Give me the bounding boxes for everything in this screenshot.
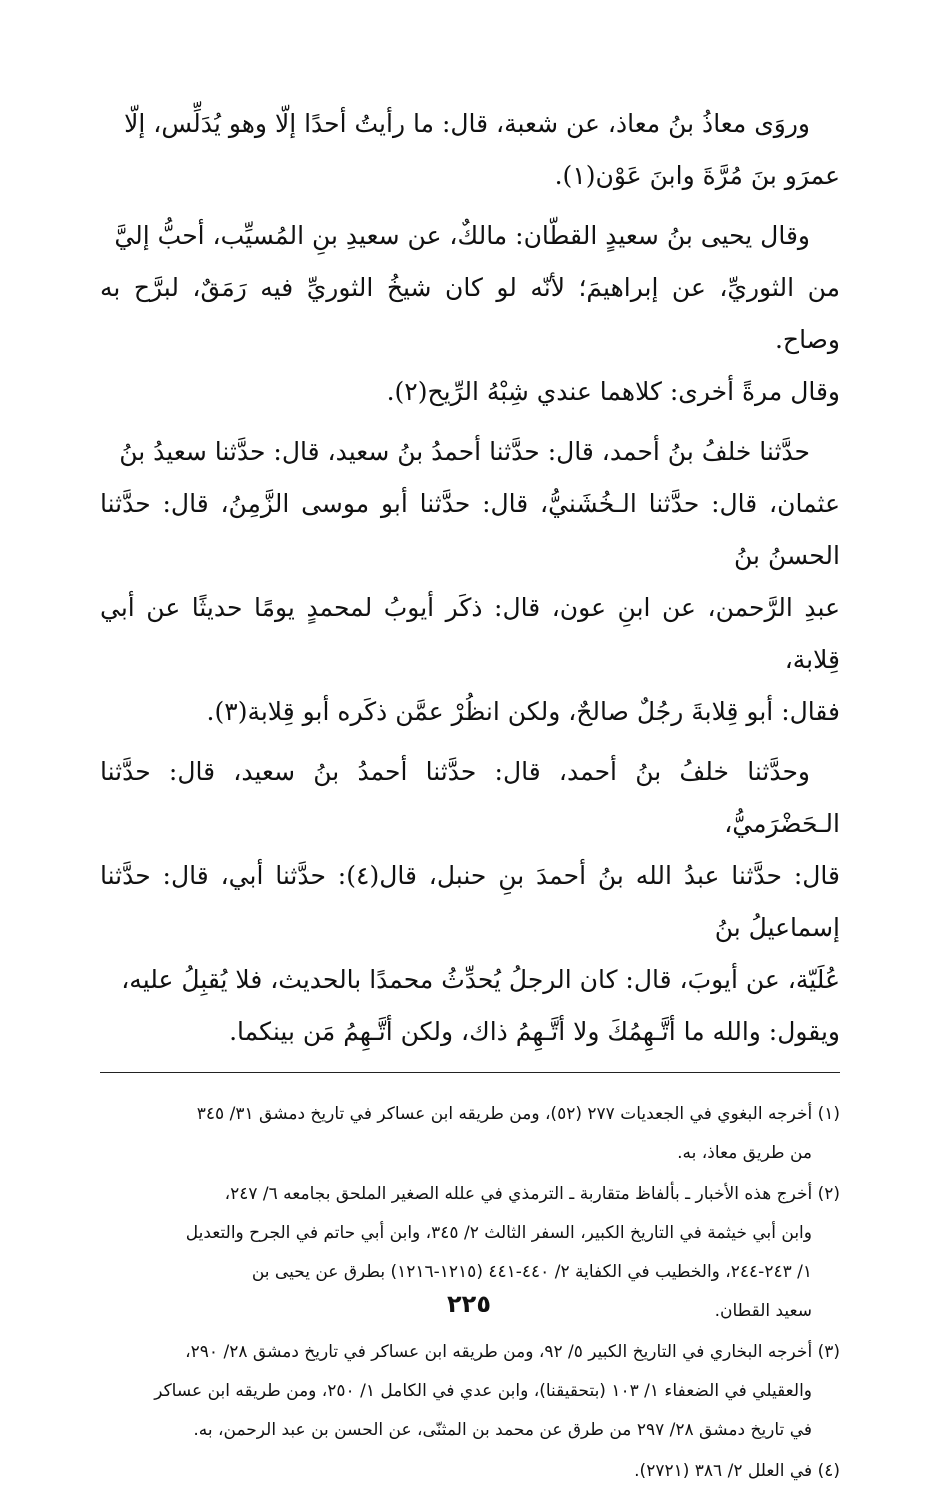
paragraph-3 bbox=[100, 426, 840, 738]
footnote-text: في تاريخ دمشق ٢٨/ ٢٩٧ من طرق عن محمد بن المثنّى، عن الحسن بن عبد الرحمن، به. bbox=[193, 1420, 812, 1440]
text-line: من الثوريِّ، عن إبراهيمَ؛ لأنّه لو كان شيخُ الثوريِّ فيه رَمَقٌ، لبرَّح به وصاح. bbox=[100, 273, 840, 354]
text-line: وروَى معاذُ بنُ معاذ، عن شعبة، قال: ما رأيتُ أحدًا إلّا وهو يُدَلِّس، إلّا bbox=[124, 109, 810, 138]
text-line: ويقول: والله ما أتَّـهِمُكَ ولا أتَّـهِمُ ذاك، ولكن أتَّـهِمُ مَن بينكما. bbox=[229, 1017, 840, 1046]
footnote-text: (١) أخرجه البغوي في الجعديات ٢٧٧ (٥٢)، ومن طريقه ابن عساكر في تاريخ دمشق ٣١/ ٣٤٥ bbox=[196, 1104, 840, 1124]
paragraph-1 bbox=[100, 98, 840, 202]
book-page bbox=[100, 98, 841, 1481]
footnote-text: ١/ ٢٤٣-٢٤٤، والخطيب في الكفاية ٢/ ٤٤٠-٤٤١ (١٢١٥-١٢١٦) بطرق عن يحيى بن bbox=[251, 1262, 812, 1282]
text-line: عبدِ الرَّحمن، عن ابنِ عون، قال: ذكَر أيوبُ لمحمدٍ يومًا حديثًا عن أبي قِلابة، bbox=[100, 593, 840, 674]
footnote-separator bbox=[100, 1072, 840, 1073]
text-line: قال: حدَّثنا عبدُ الله بنُ أحمدَ بنِ حنبل، قال(٤): حدَّثنا أبي، قال: حدَّثنا إسماعيلُ بنُ bbox=[100, 861, 841, 942]
footnote-text: من طريق معاذ، به. bbox=[677, 1143, 812, 1163]
footnote-text: (٢) أخرج هذه الأخبار ـ بألفاظ متقاربة ـ الترمذي في علله الصغير الملحق بجامعه ٦/ ٢٤٧، bbox=[224, 1184, 840, 1204]
footnote-4 bbox=[100, 1452, 840, 1491]
text-line: وقال مرةً أخرى: كلاهما عندي شِبْهُ الرِّيح(٢). bbox=[386, 377, 840, 406]
text-line: عمرَو بنَ مُرَّةَ وابنَ عَوْن(١). bbox=[554, 161, 840, 190]
footnote-text: (٤) في العلل ٢/ ٣٨٦ (٢٧٢١). bbox=[634, 1461, 840, 1481]
footnote-text: (٣) أخرجه البخاري في التاريخ الكبير ٥/ ٩٢، ومن طريقه ابن عساكر في تاريخ دمشق ٢٨/ ٢٩٠، bbox=[185, 1342, 840, 1362]
text-line: وقال يحيى بنُ سعيدٍ القطّان: مالكٌ، عن سعيدِ بنِ المُسيِّب، أحبُّ إليَّ bbox=[114, 221, 810, 250]
paragraph-2 bbox=[100, 210, 840, 418]
main-text bbox=[100, 98, 840, 1058]
footnote-3 bbox=[100, 1333, 840, 1450]
footnote-1 bbox=[100, 1095, 840, 1173]
footnote-text: والعقيلي في الضعفاء ١/ ١٠٣ (بتحقيقنا)، وابن عدي في الكامل ١/ ٢٥٠، ومن طريقه ابن عساكر bbox=[154, 1381, 812, 1401]
footnote-text: وابن أبي خيثمة في التاريخ الكبير، السفر الثالث ٢/ ٣٤٥، وابن أبي حاتم في الجرح والتعديل bbox=[185, 1223, 812, 1243]
text-line: وحدَّثنا خلفُ بنُ أحمد، قال: حدَّثنا أحمدُ بنُ سعيد، قال: حدَّثنا الـحَضْرَميُّ، bbox=[100, 757, 840, 838]
footnote-text: سعيد القطان. bbox=[714, 1301, 812, 1321]
text-line: عُلَيّة، عن أيوبَ، قال: كان الرجلُ يُحدِّثُ محمدًا بالحديث، فلا يُقبِلُ عليه، bbox=[121, 965, 840, 994]
page-number: ٢٢٥ bbox=[447, 1290, 491, 1318]
text-line: فقال: أبو قِلابةَ رجُلٌ صالحٌ، ولكن انظُرْ عمَّن ذكَره أبو قِلابة(٣). bbox=[206, 697, 840, 726]
paragraph-4 bbox=[100, 746, 840, 1058]
text-line: عثمان، قال: حدَّثنا الـخُشَنيُّ، قال: حدَّثنا أبو موسى الزَّمِنُ، قال: حدَّثنا الحسنُ بنُ bbox=[100, 489, 840, 570]
text-line: حدَّثنا خلفُ بنُ أحمد، قال: حدَّثنا أحمدُ بنُ سعيد، قال: حدَّثنا سعيدُ بنُ bbox=[119, 437, 810, 466]
